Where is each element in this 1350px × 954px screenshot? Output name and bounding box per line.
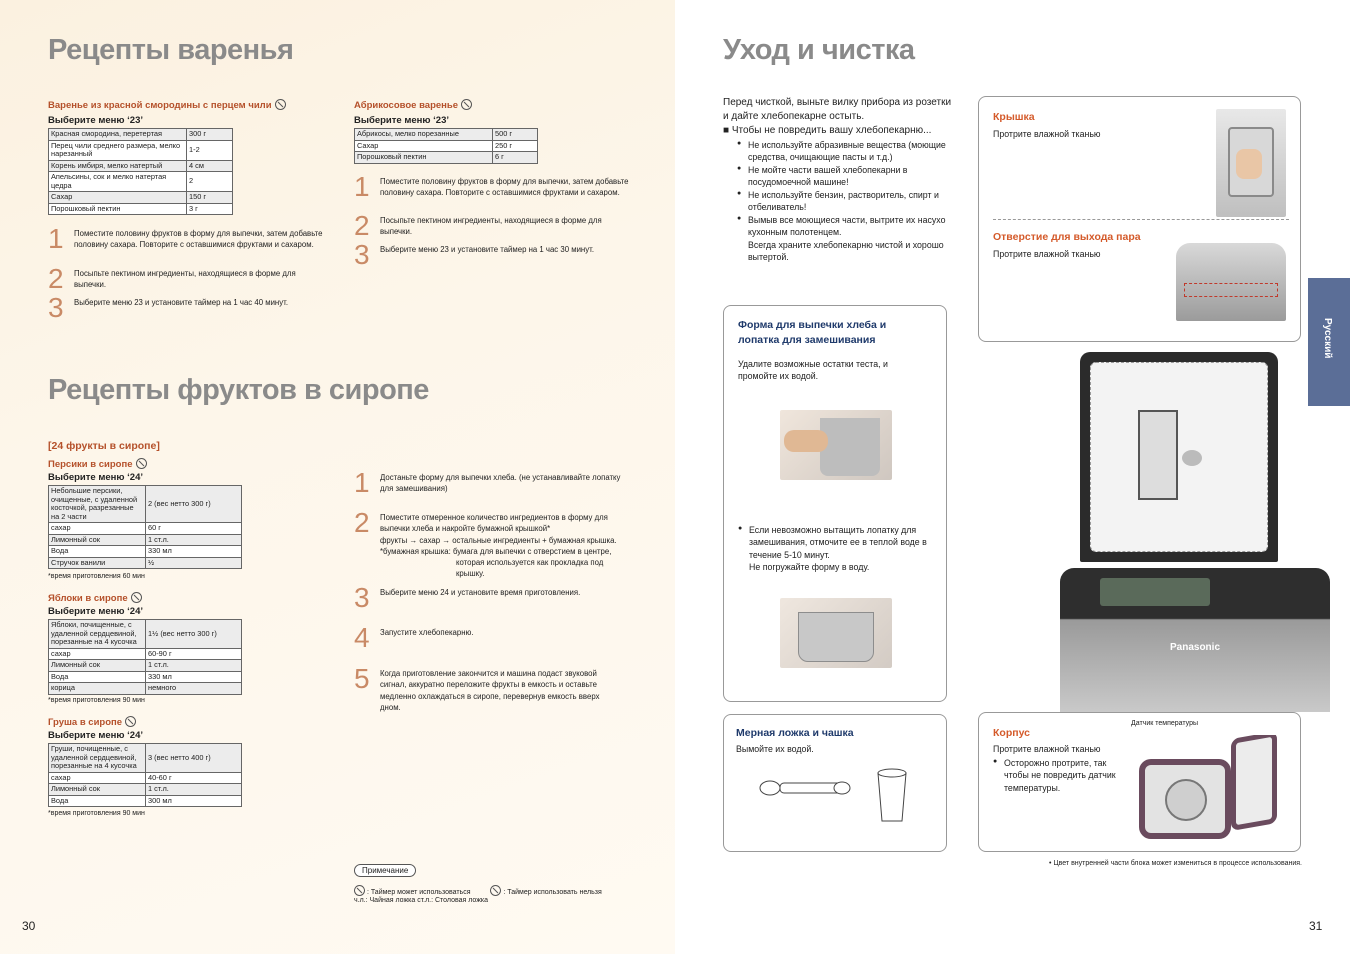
- spoon-cup-text: Вымойте их водой.: [736, 744, 814, 754]
- ingredient-name: Лимонный сок: [49, 660, 146, 672]
- table-row: [49, 795, 242, 807]
- care-intro: Перед чисткой, выньте вилку прибора из розетки и дайте хлебопекарне остыть. ■ Чтобы не повредить вашу хлебопекарню...: [723, 97, 952, 137]
- pan-bullet: ● Если невозможно вытащить лопатку для замешивания, отмочите ее в теплой воде в течение 5-10 минут. Не погружайте форму в воду.: [738, 524, 938, 574]
- table-row: [49, 784, 242, 796]
- timer-not-allowed-icon: [490, 885, 501, 896]
- table-row: [355, 152, 538, 164]
- ingredient-amount: 330 мл: [146, 546, 242, 558]
- temperature-sensor-label: Датчик температуры: [1131, 720, 1199, 727]
- pan-soak-photo: [780, 598, 892, 668]
- ingredient-name: Небольшие персики, очищенные, с удаленной косточкой, разрезанные на 2 части: [49, 486, 146, 523]
- vent-title: Отверстие для выхода пара: [993, 231, 1141, 243]
- table-row: [49, 523, 242, 535]
- table-row: [49, 160, 233, 172]
- ingredient-name: Лимонный сок: [49, 784, 146, 796]
- step-number: 3: [354, 239, 370, 270]
- syrup-recipes-title: Рецепты фруктов в сиропе: [48, 374, 429, 406]
- spoon-cup-box: [723, 714, 947, 852]
- note-abbreviations: ч.л.: Чайная ложка ст.л.: Столовая ложка: [354, 897, 488, 904]
- page-number-left: 30: [22, 919, 36, 933]
- lid-photo: [1216, 109, 1286, 217]
- ingredient-amount: 3 г: [187, 203, 233, 215]
- ingredient-amount: ½: [146, 557, 242, 569]
- ingredient-name: Лимонный сок: [49, 534, 146, 546]
- table-row: [355, 129, 538, 141]
- step-number: 2: [354, 210, 370, 241]
- pear-menu: Выберите меню ‘24’: [48, 730, 143, 741]
- ingredient-amount: 2 (вес нетто 300 г): [146, 486, 242, 523]
- pear-title: Груша в сиропе: [48, 716, 136, 728]
- step-text: Поместите половину фруктов в форму для выпечки, затем добавьте половину сахара. Повторите с оставшимися фруктами и сахаром.: [74, 229, 323, 250]
- ingredient-name: Абрикосы, мелко порезанные: [355, 129, 493, 141]
- timer-allowed-icon: [354, 885, 365, 896]
- table-row: [49, 744, 242, 773]
- ingredient-name: Вода: [49, 546, 146, 558]
- peaches-menu: Выберите меню ‘24’: [48, 472, 143, 483]
- table-row: [49, 129, 233, 141]
- table-row: [49, 671, 242, 683]
- ingredient-amount: 500 г: [493, 129, 538, 141]
- pear-ingredients-table: [48, 743, 242, 807]
- body-text: Протрите влажной тканью: [993, 744, 1101, 754]
- ingredient-amount: 4 см: [187, 160, 233, 172]
- lid-vent-box: [978, 96, 1301, 342]
- footnote: • Цвет внутренней части блока может измениться в процессе использования.: [1049, 860, 1302, 867]
- ingredient-amount: 150 г: [187, 192, 233, 204]
- apricot-menu: Выберите меню ‘23’: [354, 115, 449, 126]
- brand-logo: Panasonic: [1169, 642, 1221, 653]
- ingredient-amount: 1 ст.л.: [146, 784, 242, 796]
- table-row: [49, 534, 242, 546]
- ingredient-amount: 1 ст.л.: [146, 534, 242, 546]
- table-row: [49, 648, 242, 660]
- apples-menu: Выберите меню ‘24’: [48, 606, 143, 617]
- lid-text: Протрите влажной тканью: [993, 129, 1101, 139]
- ingredient-amount: 40-60 г: [146, 772, 242, 784]
- redcurrant-title: Варенье из красной смородины с перцем чили: [48, 99, 286, 111]
- ingredient-name: Корень имбиря, мелко натертый: [49, 160, 187, 172]
- ingredient-amount: 300 мл: [146, 795, 242, 807]
- pan-box: [723, 305, 947, 702]
- table-row: [49, 660, 242, 672]
- ingredient-name: Вода: [49, 795, 146, 807]
- lid-title: Крышка: [993, 111, 1035, 123]
- ingredient-name: Порошковый пектин: [355, 152, 493, 164]
- pan-blade-photo: [780, 410, 892, 480]
- language-tab: Русский: [1308, 278, 1350, 406]
- body-bullet: ● Осторожно протрите, так чтобы не повредить датчик температуры.: [993, 757, 1123, 794]
- ingredient-amount: 60 г: [146, 523, 242, 535]
- pan-title: Форма для выпечки хлеба и лопатка для замешивания: [738, 319, 887, 346]
- apples-ingredients-table: [48, 619, 242, 695]
- table-row: [355, 140, 538, 152]
- peaches-time: *время приготовления 60 мин: [48, 573, 145, 580]
- step-text: Посыпьте пектином ингредиенты, находящиеся в форме для выпечки.: [380, 216, 602, 237]
- step-number: 1: [48, 223, 64, 254]
- step-number: 1: [354, 171, 370, 202]
- ingredient-amount: немного: [146, 683, 242, 695]
- apples-title: Яблоки в сиропе: [48, 592, 142, 604]
- step-number: 3: [48, 292, 64, 323]
- table-row: [49, 486, 242, 523]
- table-row: [49, 172, 233, 192]
- jam-recipes-title: Рецепты варенья: [48, 34, 294, 66]
- table-row: [49, 557, 242, 569]
- table-row: [49, 192, 233, 204]
- pan-text: Удалите возможные остатки теста, и промойте их водой.: [738, 359, 888, 382]
- ingredient-name: сахар: [49, 648, 146, 660]
- pear-time: *время приготовления 90 мин: [48, 810, 145, 817]
- breadmaker-illustration: [1060, 352, 1330, 712]
- ingredient-name: Сахар: [355, 140, 493, 152]
- ingredient-amount: 60-90 г: [146, 648, 242, 660]
- spoon-cup-drawing: [756, 767, 936, 829]
- syrup-section-label: [24 фрукты в сиропе]: [48, 440, 160, 452]
- ingredient-name: Вода: [49, 671, 146, 683]
- ingredient-name: корица: [49, 683, 146, 695]
- vent-photo: [1176, 243, 1286, 321]
- ingredient-amount: 1 ст.л.: [146, 660, 242, 672]
- step-text: Выберите меню 23 и установите таймер на 1 час 40 минут.: [74, 298, 289, 307]
- note-label: Примечание: [354, 864, 416, 877]
- ingredient-name: Красная смородина, перетертая: [49, 129, 187, 141]
- ingredient-amount: 1-2: [187, 140, 233, 160]
- step-text: Выберите меню 23 и установите таймер на 1 час 30 минут.: [380, 245, 595, 254]
- ingredient-amount: 6 г: [493, 152, 538, 164]
- note-timer-legend: : Таймер может использоваться : Таймер использовать нельзя: [354, 885, 602, 896]
- page-number-right: 31: [1309, 919, 1323, 933]
- timer-allowed-icon: [125, 716, 136, 727]
- table-row: [49, 140, 233, 160]
- step-text: Посыпьте пектином ингредиенты, находящиеся в форме для выпечки.: [74, 269, 296, 290]
- peaches-title: Персики в сиропе: [48, 458, 147, 470]
- table-row: [49, 772, 242, 784]
- apples-time: *время приготовления 90 мин: [48, 697, 145, 704]
- table-row: [49, 546, 242, 558]
- left-page: Рецепты варенья Варенье из красной смородины с перцем чили Выберите меню ‘23’ Красная смородина, перетертая 300 г Перец чили среднего размера, мелко нарезанный 1-2 Корень имбиря, мелко натертый 4 см Апельсины, сок и мелко натертая цедра 2 Сахар 150 г Порошковый пектин 3 г 1 Поместите половину фруктов в форму для выпечки, затем добавьте половину сахара. Повторите с оставшимися фруктами и сахаром. 2 Посыпьте пектином ингредиенты, находящиеся в форме для выпечки. 3 Выберите меню 23 и установите таймер на 1 час 40 минут. Абрикосовое варенье Выберите меню ‘23’ Абрикосы, мелко порезанные 500 г Сахар 250 г Порошковый пектин 6 г 1 Поместите половину фруктов в форму для выпечки, затем добавьте половину сахара. Повторите с оставшимися фруктами и сахаром. 2 Посыпьте пектином ингредиенты, находящиеся в форме для выпечки. 3 Выберите меню 23 и установите таймер на 1 час 30 минут. Рецепты фруктов в сиропе [24 фрукты в сиропе] Персики в сиропе Выберите меню ‘24’ Небольшие персики, очищенные, с удаленной косточкой, разрезанные на 2 части 2 (вес нетто 300 г) сахар 60 г Лимонный сок 1 ст.л. Вода 330 мл Стручок ванили ½ *время приготовления 60 мин Яблоки в сиропе Выберите меню ‘24’ Яблоки, почищенные, с удаленной сердцевиной, порезанные на 4 кусочка 1½ (вес нетто 300 г) сахар 60-90 г Лимонный сок 1 ст.л. Вода 330 мл корица немного *время приготовления 90 мин Груша в сиропе Выберите меню ‘24’ Груши, почищенные, с удаленной сердцевиной, порезанные на 4 кусочка 3 (вес нетто 400 г) сахар 40-60 г Лимонный сок 1 ст.л. Вода 300 мл *время приготовления 90 мин 1 Достаньте форму для выпечки хлеба. (не устанавливайте лопатку для замешивания) 2 Поместите отмеренное количество ингредиентов в форму для выпечки хлеба и накройте бумажной крышкой* фрукты → сахар → остальные ингредиенты + бумажная крышка. *бумажная крышка: бумага для выпечки с отверстием в центре, которая используется как прокладка под крышку. 3 Выберите меню 24 и установите время приготовления. 4 Запустите хлебопекарню. 5 Когда приготовление закончится и машина подаст звуковой сигнал, аккуратно переложите фрукты в емкость и оставьте медленно охлаждаться в сиропе, перевернув емкость вверх дном. Примечание : Таймер может использоваться : Таймер использовать нельзя ч.л.: Чайная ложка ст.л.: Столовая ложка 30: [0, 0, 675, 954]
- timer-allowed-icon: [131, 592, 142, 603]
- ingredient-amount: 330 мл: [146, 671, 242, 683]
- timer-allowed-icon: [136, 458, 147, 469]
- ingredient-amount: 1½ (вес нетто 300 г): [146, 620, 242, 649]
- spoon-cup-title: Мерная ложка и чашка: [736, 727, 854, 739]
- ingredient-name: Сахар: [49, 192, 187, 204]
- table-row: [49, 203, 233, 215]
- table-row: [49, 683, 242, 695]
- ingredient-name: Груши, почищенные, с удаленной сердцевиной, порезанные на 4 кусочка: [49, 744, 146, 773]
- redcurrant-ingredients-table: [48, 128, 233, 215]
- ingredient-name: Апельсины, сок и мелко натертая цедра: [49, 172, 187, 192]
- ingredient-amount: 250 г: [493, 140, 538, 152]
- ingredient-name: сахар: [49, 523, 146, 535]
- apricot-title: Абрикосовое варенье: [354, 99, 472, 111]
- ingredient-amount: 300 г: [187, 129, 233, 141]
- ingredient-name: Порошковый пектин: [49, 203, 187, 215]
- step-number: 2: [48, 263, 64, 294]
- ingredient-name: Перец чили среднего размера, мелко нарезанный: [49, 140, 187, 160]
- ingredient-amount: 3 (вес нетто 400 г): [146, 744, 242, 773]
- timer-allowed-icon: [275, 99, 286, 110]
- care-title: Уход и чистка: [723, 34, 915, 66]
- ingredient-name: сахар: [49, 772, 146, 784]
- vent-text: Протрите влажной тканью: [993, 249, 1101, 259]
- ingredient-name: Яблоки, почищенные, с удаленной сердцевиной, порезанные на 4 кусочка: [49, 620, 146, 649]
- body-photo: [1139, 735, 1279, 843]
- right-page: [675, 0, 1350, 954]
- body-box: [978, 712, 1301, 852]
- redcurrant-menu: Выберите меню ‘23’: [48, 115, 143, 126]
- peaches-ingredients-table: [48, 485, 242, 569]
- body-title: Корпус: [993, 727, 1030, 739]
- step-text: Поместите половину фруктов в форму для выпечки, затем добавьте половину сахара. Повторите с оставшимися фруктами и сахаром.: [380, 177, 629, 198]
- ingredient-amount: 2: [187, 172, 233, 192]
- care-bullets: ● Не используйте абразивные вещества (моющие средства, очищающие пасты и т.д.) ● Не мойте части вашей хлебопекарни в посудомоечной машине! ● Не используйте бензин, растворитель, спирт и отбеливатель! ● Вымыв все моющиеся части, вытрите их насухо кухонным полотенцем. Всегда храните хлебопекарню чистой и хорошо вытертой.: [737, 139, 967, 264]
- timer-allowed-icon: [461, 99, 472, 110]
- table-row: [49, 620, 242, 649]
- apricot-ingredients-table: [354, 128, 538, 164]
- ingredient-name: Стручок ванили: [49, 557, 146, 569]
